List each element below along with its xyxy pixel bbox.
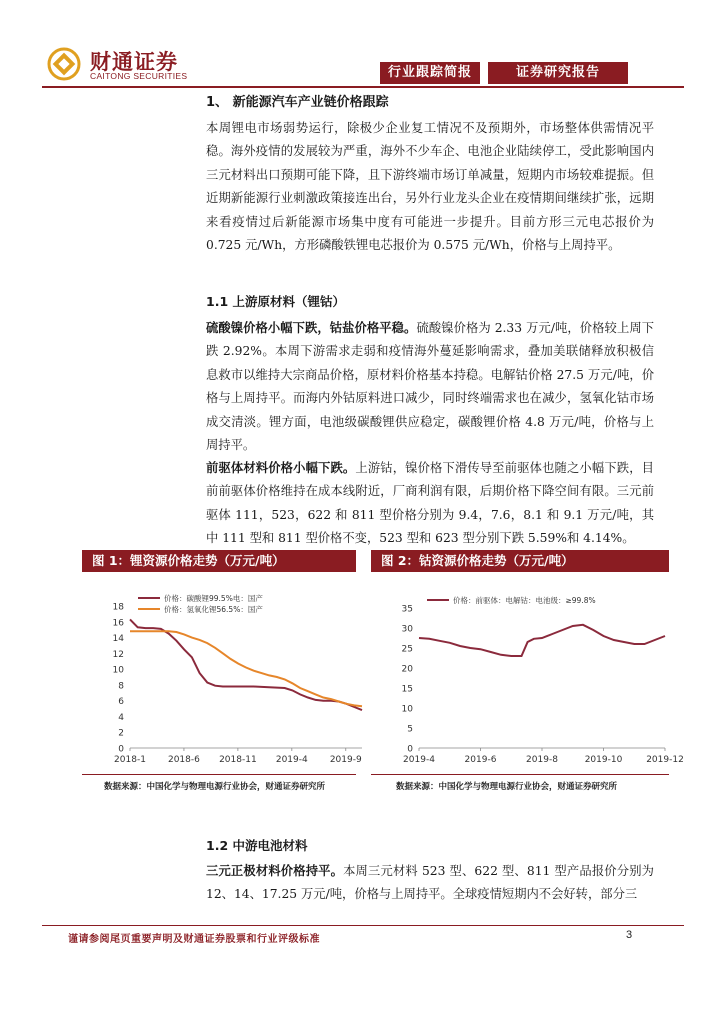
y-tick-label: 8 — [118, 681, 124, 692]
y-tick-label: 30 — [401, 624, 413, 635]
footer-disclaimer: 谨请参阅尾页重要声明及财通证券股票和行业评级标准 — [68, 934, 320, 945]
y-tick-label: 10 — [112, 665, 124, 676]
x-tick-label: 2019-9 — [329, 755, 362, 765]
tab-research-report: 证券研究报告 — [488, 62, 628, 84]
footer-divider — [42, 925, 684, 926]
section-heading-1-1: 1.1 上游原材料（锂钴） — [206, 294, 345, 309]
header-divider — [42, 86, 684, 88]
legend-label: 价格：氢氧化锂56.5%：国产 — [164, 605, 263, 614]
paragraph-text: 硫酸镍价格为 2.33 万元/吨，价格较上周下跌 2.92%。本周下游需求走弱和疫情海外蔓延影响需求，叠加美联储释放积极信息救市以维持大宗商品价格，原材料价格基本持稳。电解钴价格 27.5 万元/吨，价格与上周持平。而海内外钴原料进口减少，同时终端需求也在减少，氢氧化钴市场成交清淡。锂方面，电池级碳酸锂供应稳定，碳酸锂价格 4.8 万元/吨，价格与上周持平。 — [206, 321, 654, 453]
y-tick-label: 20 — [401, 664, 413, 675]
lead-sentence: 三元正极材料价格持平。 — [206, 864, 344, 878]
series-line — [130, 619, 362, 710]
lithium-price-chart — [82, 574, 366, 770]
y-tick-label: 18 — [112, 602, 124, 613]
figure-1-title: 图 1：锂资源价格走势（万元/吨） — [82, 550, 356, 572]
section-heading-1: 1、 新能源汽车产业链价格跟踪 — [206, 95, 389, 110]
y-tick-label: 2 — [118, 728, 124, 739]
y-tick-label: 6 — [118, 697, 124, 708]
logo-icon — [47, 47, 81, 81]
x-tick-label: 2019-12 — [646, 755, 684, 765]
x-tick-label: 2018-6 — [167, 755, 200, 765]
y-tick-label: 16 — [112, 618, 124, 629]
x-tick-label: 2019-4 — [275, 755, 308, 765]
section-1-paragraph — [206, 117, 654, 257]
logo-text: 财通证券 — [90, 50, 178, 74]
figure-2-divider — [371, 774, 669, 775]
figure-2-title: 图 2：钴资源价格走势（万元/吨） — [371, 550, 669, 572]
cobalt-price-chart — [371, 574, 684, 770]
section-1-1-paragraph-1 — [206, 317, 654, 457]
y-tick-label: 25 — [401, 644, 413, 655]
x-tick-label: 2019-10 — [584, 755, 623, 765]
paragraph-text: 本周锂电市场弱势运行，除极少企业复工情况不及预期外，市场整体供需情况平稳。海外疫情的发展较为严重，海外不少车企、电池企业陆续停工，受此影响国内三元材料出口预期可能下降，且下游终端市场订单减量，短期内市场较难提振。但近期新能源行业刺激政策接连出台，另外行业龙头企业在疫情期间继续扩张，远期来看疫情过后新能源市场集中度有可能进一步提升。目前方形三元电芯报价为 0.725 元/Wh，方形磷酸铁锂电芯报价为 0.575 元/Wh，价格与上周持平。 — [206, 121, 654, 253]
legend-label: 价格：碳酸锂99.5%电：国产 — [164, 594, 263, 603]
y-tick-label: 0 — [118, 744, 124, 755]
y-tick-label: 10 — [401, 704, 413, 715]
y-tick-label: 35 — [401, 604, 413, 615]
x-tick-label: 2019-8 — [526, 755, 558, 765]
page-number: 3 — [626, 929, 633, 941]
paragraph-text: 本周三元材料 523 型、622 型、811 型产品报价分别为 12、14、17.25 万元/吨，价格与上周持平。全球疫情短期内不会好转，部分三 — [206, 864, 654, 902]
logo-subtext: CAITONG SECURITIES — [90, 71, 188, 81]
series-line — [419, 625, 665, 656]
section-heading-1-2: 1.2 中游电池材料 — [206, 838, 308, 853]
figure-2-source: 数据来源：中国化学与物理电源行业协会，财通证券研究所 — [396, 782, 618, 792]
section-1-1-paragraph-2 — [206, 457, 654, 551]
y-tick-label: 12 — [112, 649, 124, 660]
lead-sentence: 硫酸镍价格小幅下跌，钴盐价格平稳。 — [206, 321, 417, 335]
series-line — [130, 631, 362, 706]
x-tick-label: 2019-4 — [403, 755, 435, 765]
figure-1-divider — [82, 774, 356, 775]
x-tick-label: 2018-1 — [114, 755, 146, 765]
y-tick-label: 4 — [118, 712, 124, 723]
section-1-2-paragraph-1 — [206, 860, 654, 907]
y-tick-label: 5 — [407, 724, 413, 735]
tab-industry-brief: 行业跟踪简报 — [380, 62, 480, 84]
x-tick-label: 2018-11 — [219, 755, 257, 765]
figure-1-source: 数据来源：中国化学与物理电源行业协会，财通证券研究所 — [104, 782, 326, 792]
lead-sentence: 前驱体材料价格小幅下跌。 — [206, 461, 356, 475]
y-tick-label: 15 — [401, 684, 413, 695]
y-tick-label: 0 — [407, 744, 413, 755]
paragraph-text: 上游钴，镍价格下滑传导至前驱体也随之小幅下跌，目前前驱体价格维持在成本线附近，厂商利润有限，后期价格下降空间有限。三元前驱体 111，523，622 和 811 型价格分别为 9.4，7.6，8.1 和 9.1 万元/吨，其中 111 型和 811 型价格不变，523 型和 623 型分别下跌 5.59%和 4.14%。 — [206, 461, 654, 546]
x-tick-label: 2019-6 — [464, 755, 497, 765]
y-tick-label: 14 — [112, 634, 124, 645]
legend-label: 价格：前驱体：电解钴：电池级：≥99.8% — [453, 596, 596, 605]
